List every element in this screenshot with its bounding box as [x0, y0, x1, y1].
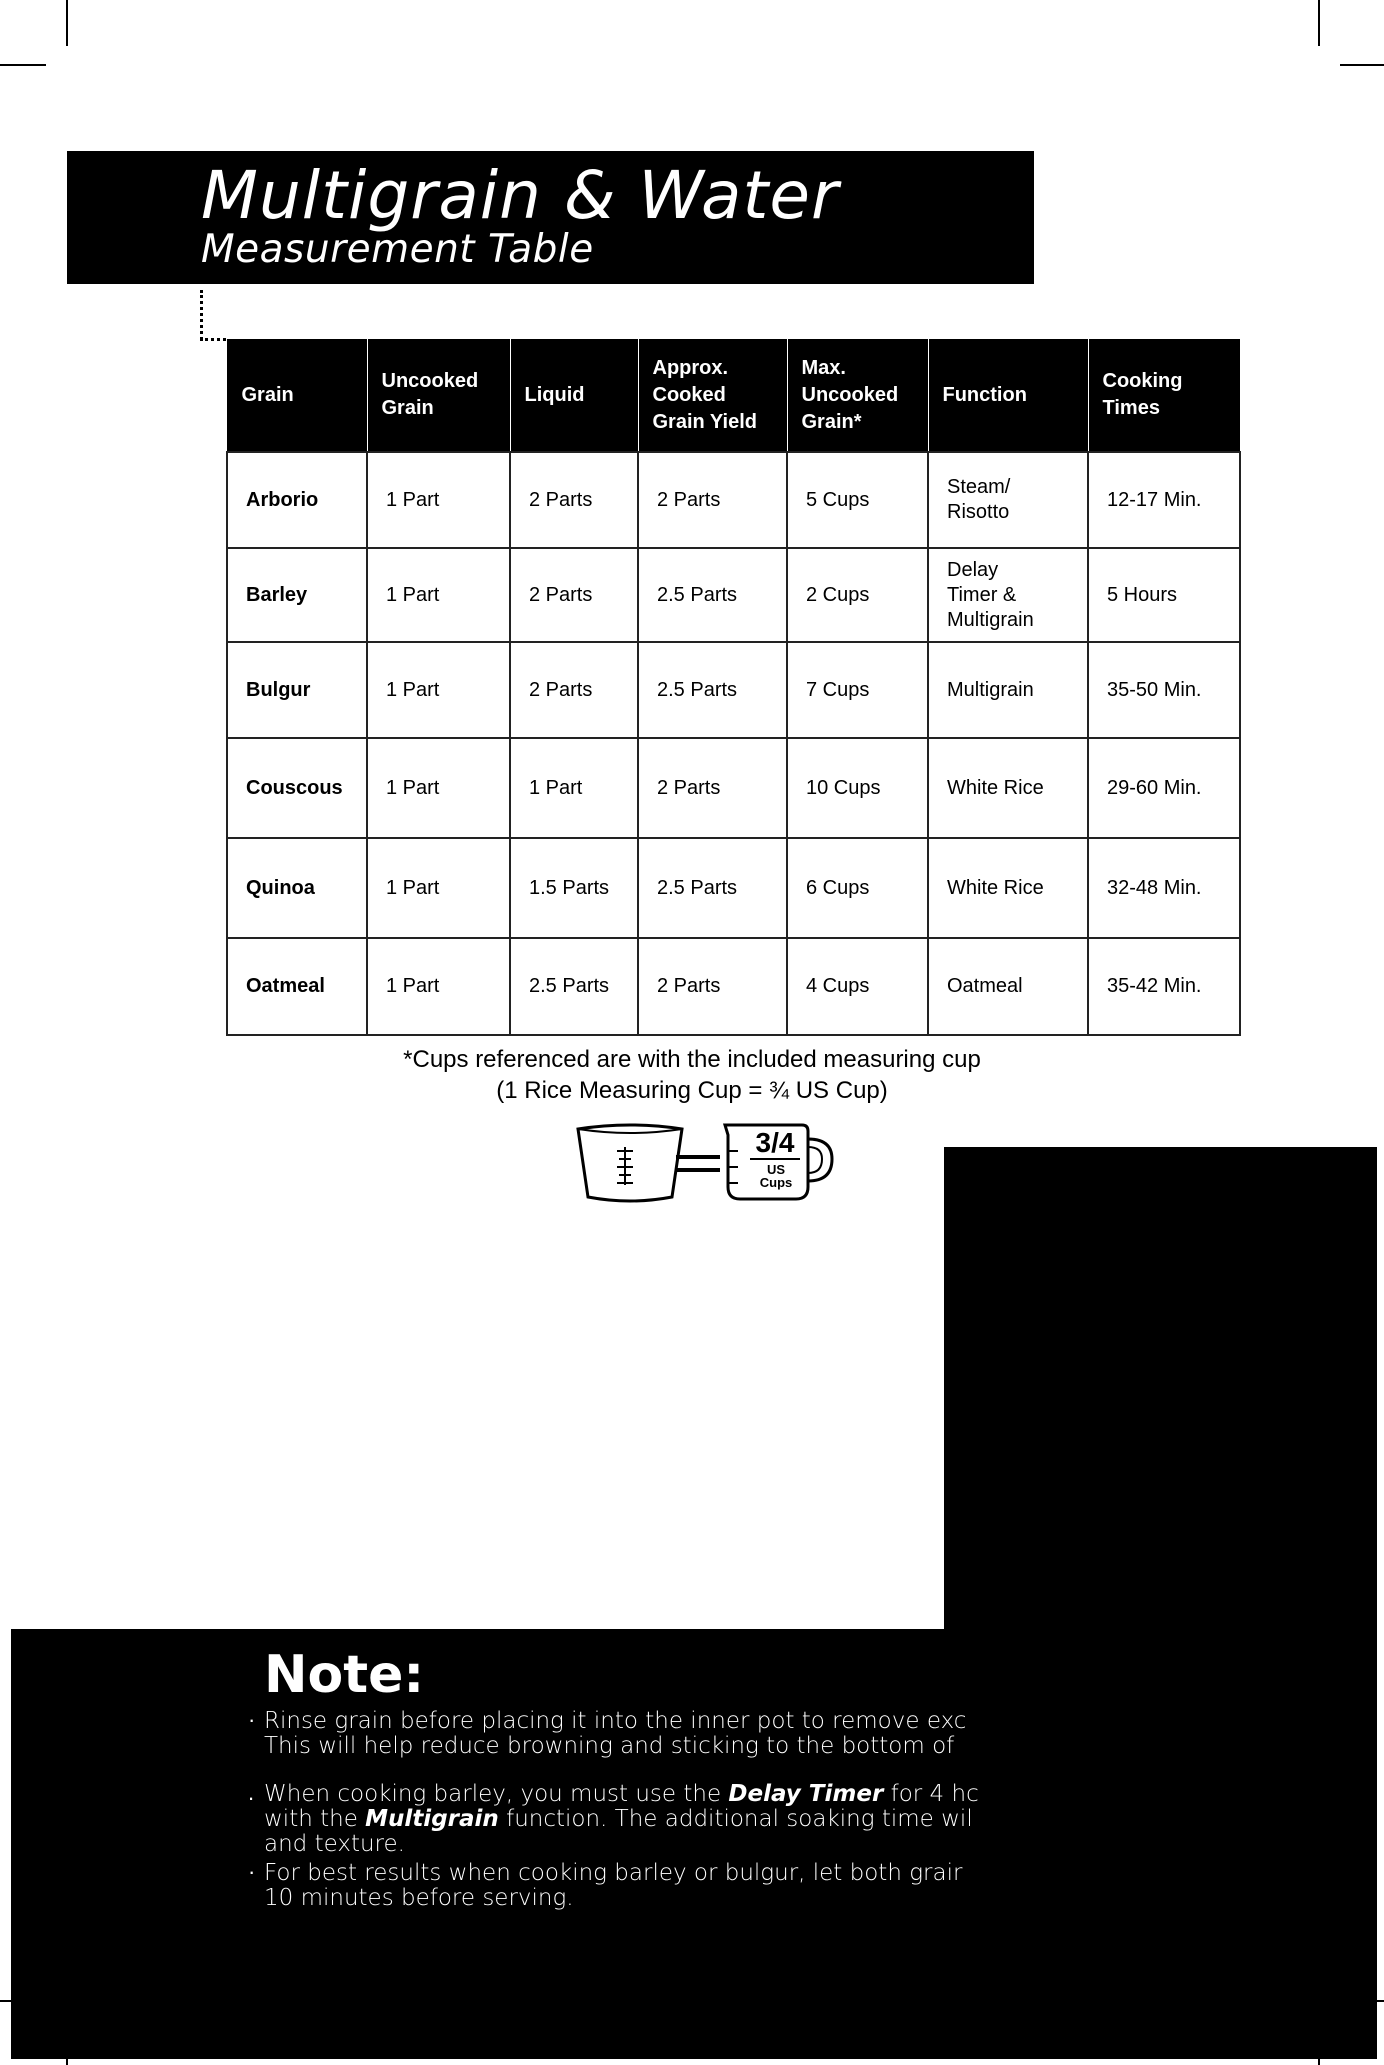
column-header-text: Grain*	[801, 410, 862, 433]
note-line: Rinse grain before placing it into the inner pot to remove exc	[264, 1708, 967, 1734]
cell-uncooked-grain: 1 Part	[367, 548, 510, 642]
column-header-text: Uncooked	[381, 370, 479, 392]
cell-grain: Barley	[227, 548, 367, 642]
cell-max-uncooked: 7 Cups	[787, 642, 928, 738]
cell-max-uncooked: 5 Cups	[787, 452, 928, 548]
measuring-cup-graphic	[570, 1117, 840, 1207]
cell-function	[928, 738, 1088, 838]
column-header-text: Approx.	[652, 356, 729, 379]
cell-liquid: 2.5 Parts	[510, 938, 638, 1035]
cup-unit-2: Cups	[759, 1175, 793, 1190]
cell-cooking-time: 12-17 Min.	[1088, 452, 1240, 548]
note-title: Note:	[264, 1645, 425, 1705]
column-header	[1088, 339, 1240, 452]
column-header-text: Grain	[241, 383, 294, 406]
page-subtitle: Measurement Table	[201, 227, 594, 272]
cell-text: Multigrain	[947, 608, 1034, 631]
cell-grain: Couscous	[227, 738, 367, 838]
table-row	[227, 548, 1240, 642]
cell-max-uncooked: 4 Cups	[787, 938, 928, 1035]
column-header	[638, 339, 787, 452]
column-header-text: Cooked	[652, 383, 726, 406]
cell-text: Delay	[947, 558, 999, 581]
cell-cooked-yield: 2.5 Parts	[638, 642, 787, 738]
cell-text: White Rice	[947, 876, 1044, 899]
note-line: For best results when cooking barley or bulgur, let both grair	[264, 1860, 963, 1886]
cell-cooked-yield: 2 Parts	[638, 452, 787, 548]
note-item	[264, 1708, 967, 1759]
cell-text: Oatmeal	[947, 975, 1023, 997]
dotted-leader	[200, 290, 203, 340]
dotted-leader	[200, 338, 226, 341]
cell-uncooked-grain: 1 Part	[367, 642, 510, 738]
page-title: Multigrain & Water	[201, 157, 840, 234]
column-header-text: Function	[942, 383, 1027, 406]
note-bullet: ·	[248, 1859, 256, 1884]
column-header	[787, 339, 928, 452]
measuring-cup-icon	[570, 1117, 840, 1207]
column-header	[227, 339, 367, 452]
crop-mark	[1340, 64, 1384, 66]
crop-mark	[0, 64, 46, 66]
cell-text: Steam/	[947, 476, 1011, 498]
table-row	[227, 642, 1240, 738]
column-header-text: Grain	[381, 397, 434, 419]
cell-cooked-yield: 2 Parts	[638, 938, 787, 1035]
crop-mark	[1318, 0, 1320, 46]
crop-mark	[66, 0, 68, 46]
column-header-text: Cooking	[1102, 370, 1183, 392]
note-line: with the Multigrain function. The additional soaking time wil	[264, 1806, 973, 1832]
cell-text: Timer &	[947, 583, 1017, 606]
cell-grain: Oatmeal	[227, 938, 367, 1035]
cell-text: White Rice	[947, 776, 1044, 799]
measurement-table	[226, 339, 1241, 1036]
cell-text: Risotto	[947, 501, 1010, 523]
table-body	[227, 452, 1240, 1035]
cell-cooked-yield: 2.5 Parts	[638, 548, 787, 642]
note-emphasis: Multigrain	[365, 1806, 499, 1832]
cell-uncooked-grain: 1 Part	[367, 452, 510, 548]
cell-cooked-yield: 2 Parts	[638, 738, 787, 838]
cell-cooking-time: 35-42 Min.	[1088, 938, 1240, 1035]
cell-liquid: 2 Parts	[510, 452, 638, 548]
cell-cooking-time: 29-60 Min.	[1088, 738, 1240, 838]
cell-grain: Quinoa	[227, 838, 367, 938]
note-line: When cooking barley, you must use the Delay Timer for 4 hc	[264, 1781, 979, 1807]
cell-uncooked-grain: 1 Part	[367, 938, 510, 1035]
cell-liquid: 2 Parts	[510, 548, 638, 642]
cup-fraction: 3/4	[755, 1127, 795, 1158]
note-line: and texture.	[264, 1831, 405, 1857]
cell-uncooked-grain: 1 Part	[367, 738, 510, 838]
cell-cooking-time: 5 Hours	[1088, 548, 1240, 642]
cell-liquid: 2 Parts	[510, 642, 638, 738]
note-line: 10 minutes before serving.	[264, 1885, 574, 1911]
column-header	[367, 339, 510, 452]
cell-max-uncooked: 2 Cups	[787, 548, 928, 642]
column-header-text: Grain Yield	[652, 410, 757, 433]
cell-grain: Bulgur	[227, 642, 367, 738]
column-header	[510, 339, 638, 452]
cell-max-uncooked: 10 Cups	[787, 738, 928, 838]
note-panel	[11, 1629, 1377, 2059]
table-row	[227, 738, 1240, 838]
cell-cooking-time: 35-50 Min.	[1088, 642, 1240, 738]
cell-text: Multigrain	[947, 678, 1034, 701]
note-item	[264, 1781, 979, 1857]
table-header-row	[227, 339, 1240, 452]
note-bullet: ·	[248, 1707, 256, 1732]
table-row	[227, 938, 1240, 1035]
note-emphasis: Delay Timer	[728, 1781, 884, 1807]
table-row	[227, 452, 1240, 548]
cell-function	[928, 642, 1088, 738]
column-header	[928, 339, 1088, 452]
cell-function	[928, 452, 1088, 548]
cell-uncooked-grain: 1 Part	[367, 838, 510, 938]
cup-unit-1: US	[766, 1162, 786, 1177]
cell-function	[928, 838, 1088, 938]
column-header-text: Max.	[801, 356, 846, 379]
column-header-text: Uncooked	[801, 383, 899, 406]
cell-grain: Arborio	[227, 452, 367, 548]
title-banner	[67, 151, 1034, 284]
cell-max-uncooked: 6 Cups	[787, 838, 928, 938]
cell-cooked-yield: 2.5 Parts	[638, 838, 787, 938]
cell-function	[928, 548, 1088, 642]
cell-liquid: 1 Part	[510, 738, 638, 838]
cell-cooking-time: 32-48 Min.	[1088, 838, 1240, 938]
footnote-line-1: *Cups referenced are with the included measuring cup	[403, 1046, 981, 1073]
cell-function	[928, 938, 1088, 1035]
footnote-line-2: (1 Rice Measuring Cup = ¾ US Cup)	[496, 1077, 888, 1104]
note-bullet: .	[248, 1780, 255, 1805]
column-header-text: Liquid	[524, 383, 585, 406]
table-row	[227, 838, 1240, 938]
note-line: This will help reduce browning and sticking to the bottom of	[264, 1733, 955, 1759]
column-header-text: Times	[1102, 397, 1160, 419]
note-item	[264, 1860, 963, 1911]
cell-liquid: 1.5 Parts	[510, 838, 638, 938]
